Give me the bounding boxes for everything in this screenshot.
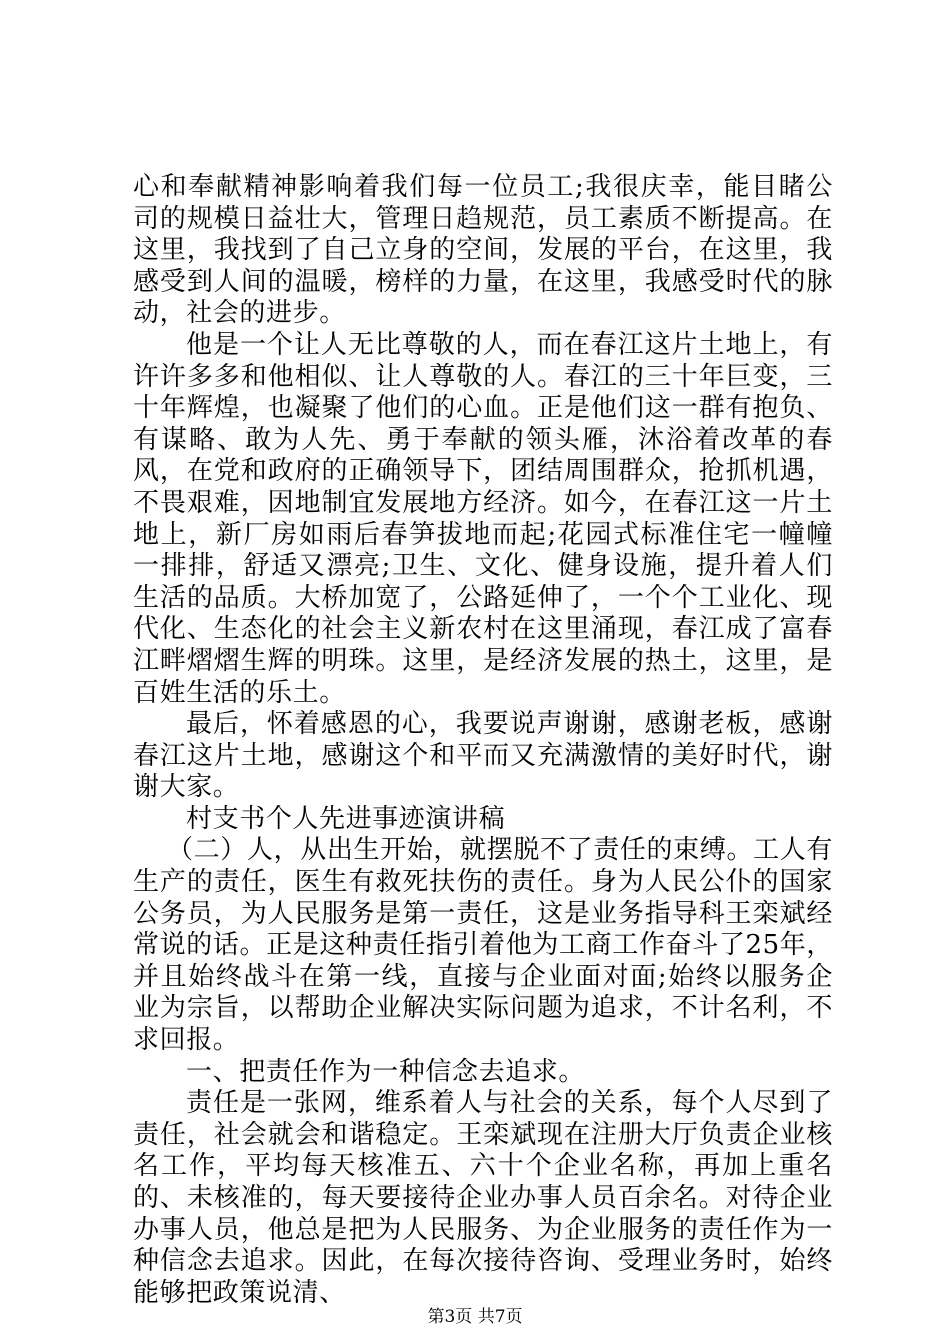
page-footer: 第3页 共7页 <box>427 1307 523 1327</box>
paragraph-continuation: 心和奉献精神影响着我们每一位员工;我很庆幸，能目睹公司的规模日益壮大，管理日趋规范，员工素质不断提高。在这里，我找到了自己立身的空间，发展的平台，在这里，我感受到人间的温暖，榜样的力量，在这里，我感受时代的脉动，社会的进步。 <box>133 172 833 329</box>
paragraph-responsibility-belief: 责任是一张网，维系着人与社会的关系，每个人尽到了责任，社会就会和谐稳定。王栾斌现在注册大厅负责企业核名工作，平均每天核准五、六十个企业名称，再加上重名的、未核准的，每天要接待企业办事人员百余名。对待企业办事人员，他总是把为人民服务、为企业服务的责任作为一种信念去追求。因此，在每次接待咨询、受理业务时，始终能够把政策说清、 <box>133 1088 833 1308</box>
section-heading-one: 一、把责任作为一种信念去追求。 <box>186 1056 586 1087</box>
section-title: 村支书个人先进事迹演讲稿 <box>186 803 506 834</box>
paragraph-chunjiang-people: 他是一个让人无比尊敬的人，而在春江这片土地上，有许许多多和他相似、让人尊敬的人。春江的三十年巨变，三十年辉煌，也凝聚了他们的心血。正是他们这一群有抱负、有谋略、敢为人先、勇于奉献的领头雁，沐浴着改革的春风，在党和政府的正确领导下，团结周围群众，抢抓机遇，不畏艰难，因地制宜发展地方经济。如今，在春江这一片土地上，新厂房如雨后春笋拔地而起;花园式标准住宅一幢幢一排排，舒适又漂亮;卫生、文化、健身设施，提升着人们生活的品质。大桥加宽了，公路延伸了，一个个工业化、现代化、生态化的社会主义新农村在这里涌现，春江成了富春江畔熠熠生辉的明珠。这里，是经济发展的热土，这里，是百姓生活的乐土。 <box>133 329 833 708</box>
paragraph-thanks: 最后，怀着感恩的心，我要说声谢谢，感谢老板，感谢春江这片土地，感谢这个和平而又充满激情的美好时代，谢谢大家。 <box>133 709 833 803</box>
document-body <box>133 172 833 1309</box>
paragraph-responsibility-intro: （二）人，从出生开始，就摆脱不了责任的束缚。工人有生产的责任，医生有救死扶伤的责任。身为人民公仆的国家公务员，为人民服务是第一责任，这是业务指导科王栾斌经常说的话。正是这种责任指引着他为工商工作奋斗了25年，并且始终战斗在第一线，直接与企业面对面;始终以服务企业为宗旨，以帮助企业解决实际问题为追求，不计名利，不求回报。 <box>133 835 833 1056</box>
